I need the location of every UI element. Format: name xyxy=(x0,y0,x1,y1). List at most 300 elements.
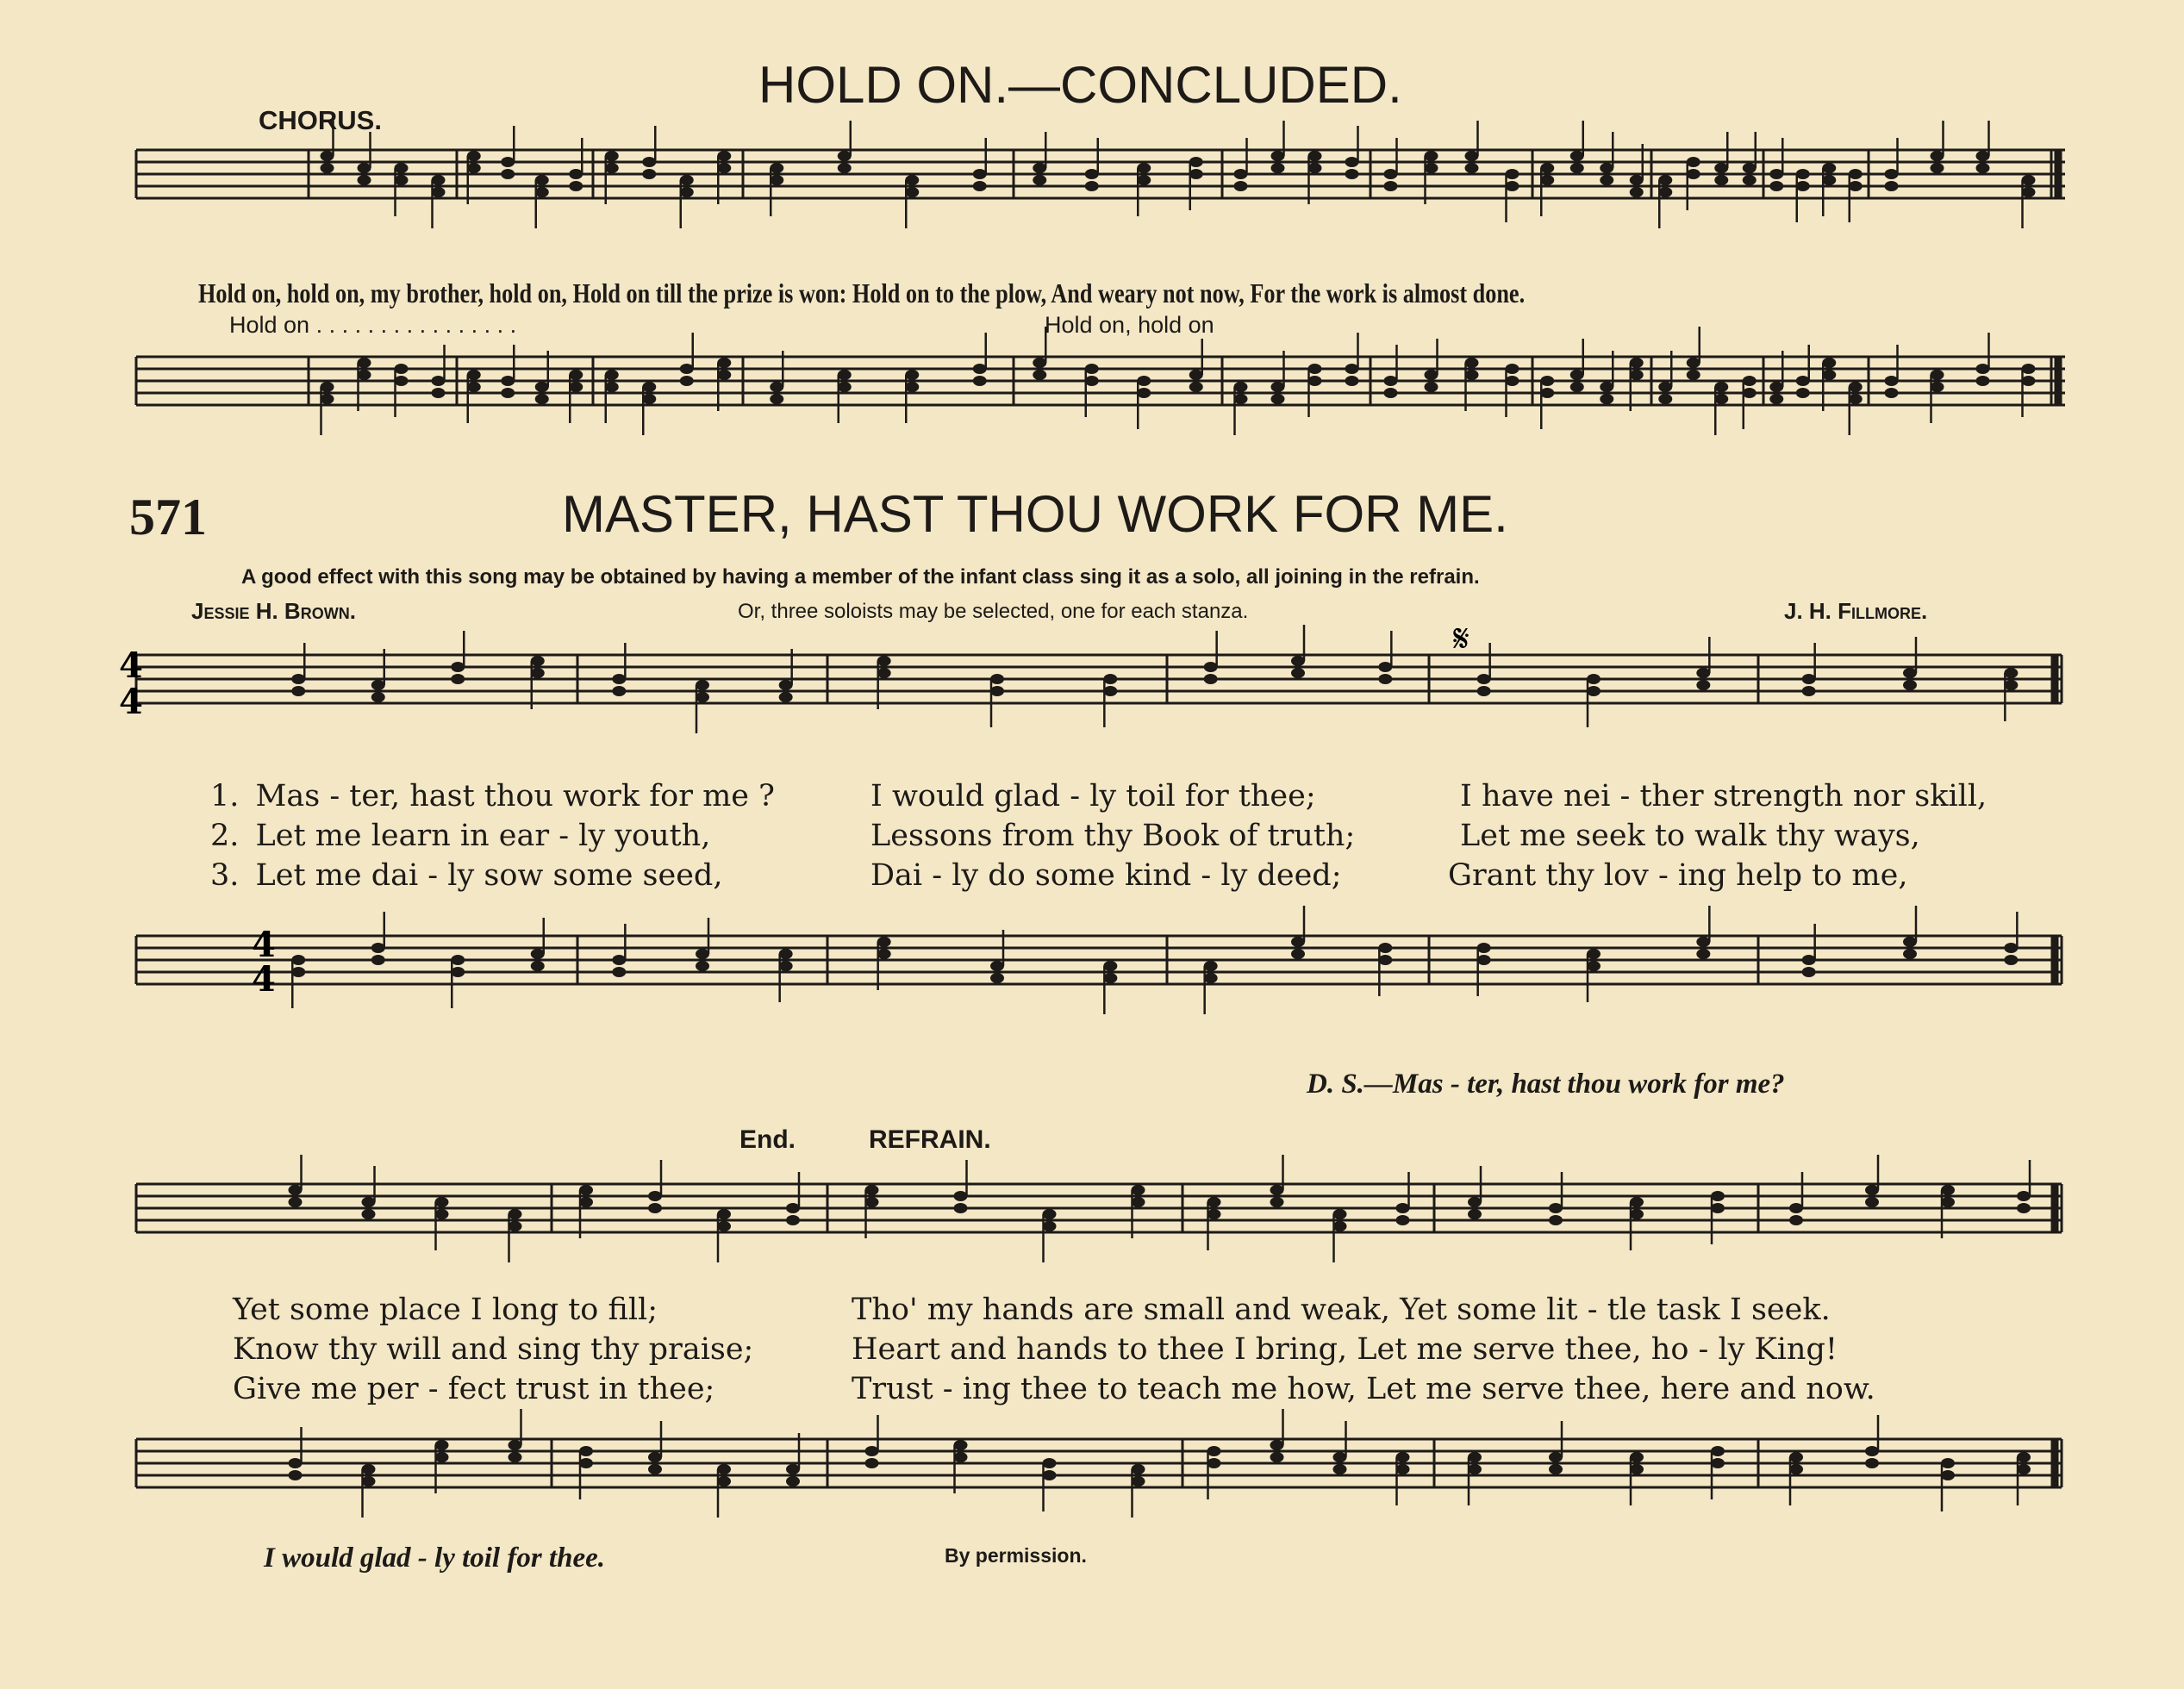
note-head xyxy=(432,376,446,386)
note-head xyxy=(2004,943,2018,953)
time-signature-top-bass: 4 xyxy=(252,925,276,965)
note-head xyxy=(1769,394,1783,404)
note-head xyxy=(535,187,549,197)
note-head xyxy=(973,364,987,374)
note-head xyxy=(990,686,1004,696)
note-head xyxy=(2017,1203,2031,1213)
note-head xyxy=(1468,1209,1482,1219)
note-head xyxy=(1291,949,1305,959)
note-head xyxy=(1308,163,1322,173)
note-head xyxy=(612,955,626,965)
note-head xyxy=(1796,181,1810,191)
note-head xyxy=(865,1446,879,1456)
note-head xyxy=(1711,1191,1725,1201)
note-head xyxy=(1630,1197,1644,1207)
note-head xyxy=(432,175,446,185)
refrain-label: REFRAIN. xyxy=(869,1125,991,1154)
ds-instruction: D. S.—Mas - ter, hast thou work for me? xyxy=(1307,1069,1785,1100)
note-head xyxy=(1189,169,1203,179)
verse-number-2: 2. xyxy=(210,819,240,853)
note-head xyxy=(1333,1221,1347,1231)
note-head xyxy=(2022,175,2036,185)
note-head xyxy=(1976,364,1990,374)
note-head xyxy=(1587,949,1601,959)
note-head xyxy=(1378,955,1392,965)
note-head xyxy=(1308,376,1322,386)
note-head xyxy=(1137,388,1151,398)
note-head xyxy=(321,151,334,161)
note-head xyxy=(954,1191,968,1201)
note-head xyxy=(467,370,481,380)
verse-2-line xyxy=(210,819,710,853)
verse-3-part-a: Let me dai - ly sow some seed, xyxy=(255,858,723,893)
note-head xyxy=(1033,163,1046,173)
note-head xyxy=(1630,358,1644,368)
note-head xyxy=(1384,169,1398,179)
note-head xyxy=(1204,674,1218,684)
note-head xyxy=(291,967,305,977)
note-head xyxy=(1204,973,1218,983)
note-head xyxy=(501,388,515,398)
note-head xyxy=(362,1197,376,1207)
note-head xyxy=(1189,370,1203,380)
note-head xyxy=(1931,151,1944,161)
note-head xyxy=(1384,376,1398,386)
note-head xyxy=(1204,662,1218,672)
note-head xyxy=(509,1209,522,1219)
note-head xyxy=(1291,668,1305,678)
note-head xyxy=(865,1197,879,1207)
note-head xyxy=(1270,1197,1284,1207)
note-head xyxy=(321,163,334,173)
refrain-verse-3-part-a: Give me per - fect trust in thee; xyxy=(233,1372,715,1406)
verse-1-part-c: I have nei - ther strength nor skill, xyxy=(1460,779,1987,813)
note-head xyxy=(531,961,545,971)
verse-2-part-a: Let me learn in ear - ly youth, xyxy=(255,819,711,853)
note-head xyxy=(1270,1185,1284,1195)
note-head xyxy=(289,1197,303,1207)
note-head xyxy=(289,1470,303,1480)
note-head xyxy=(1714,163,1728,173)
note-head xyxy=(1234,169,1248,179)
note-head xyxy=(1743,388,1757,398)
note-head xyxy=(321,382,334,392)
note-head xyxy=(467,382,481,392)
note-head xyxy=(1976,163,1990,173)
note-head xyxy=(535,382,549,392)
note-head xyxy=(1396,1464,1410,1474)
note-head xyxy=(838,163,852,173)
note-head xyxy=(1333,1209,1347,1219)
note-head xyxy=(1941,1458,1955,1468)
note-head xyxy=(779,692,793,702)
note-head xyxy=(779,949,793,959)
note-head xyxy=(605,382,619,392)
note-head xyxy=(1396,1203,1410,1213)
note-head xyxy=(717,358,731,368)
note-head xyxy=(1378,674,1392,684)
note-head xyxy=(1789,1452,1803,1462)
note-head xyxy=(395,376,409,386)
note-head xyxy=(451,955,465,965)
note-head xyxy=(1308,151,1322,161)
note-head xyxy=(1477,686,1491,696)
note-head xyxy=(1687,157,1700,167)
note-head xyxy=(435,1209,449,1219)
note-head xyxy=(1549,1464,1563,1474)
note-head xyxy=(2017,1452,2031,1462)
note-head xyxy=(358,163,371,173)
note-head xyxy=(1103,686,1117,696)
soloists-note: Or, three soloists may be selected, one for each stanza. xyxy=(738,600,1249,623)
note-head xyxy=(1931,163,1944,173)
note-head xyxy=(1885,388,1899,398)
note-head xyxy=(1630,1452,1644,1462)
note-head xyxy=(1696,668,1710,678)
note-head xyxy=(1540,163,1554,173)
note-head xyxy=(954,1452,968,1462)
note-head xyxy=(321,394,334,404)
note-head xyxy=(1696,949,1710,959)
note-head xyxy=(1271,151,1285,161)
note-head xyxy=(1769,169,1783,179)
note-head xyxy=(838,382,852,392)
note-head xyxy=(1506,169,1519,179)
note-head xyxy=(579,1185,593,1195)
note-head xyxy=(717,1209,731,1219)
verse-3-line xyxy=(210,858,722,893)
note-head xyxy=(973,181,987,191)
note-head xyxy=(1822,370,1836,380)
note-head xyxy=(1103,973,1117,983)
note-head xyxy=(680,187,694,197)
note-head xyxy=(1976,151,1990,161)
note-head xyxy=(579,1197,593,1207)
note-head xyxy=(1033,358,1046,368)
note-head xyxy=(1270,1452,1284,1462)
note-head xyxy=(605,151,619,161)
bass-cue-2: Hold on, hold on xyxy=(1045,312,1214,338)
note-head xyxy=(509,1221,522,1231)
system-2-treble-staff xyxy=(136,1155,2062,1262)
note-head xyxy=(358,175,371,185)
system-1-treble-staff xyxy=(136,625,2062,733)
note-head xyxy=(1085,364,1099,374)
note-head xyxy=(605,370,619,380)
note-head xyxy=(1714,382,1728,392)
note-head xyxy=(1931,382,1944,392)
note-head xyxy=(1506,181,1519,191)
note-head xyxy=(435,1197,449,1207)
note-head xyxy=(1976,376,1990,386)
note-head xyxy=(1885,376,1899,386)
note-head xyxy=(770,394,783,404)
note-head xyxy=(1333,1464,1347,1474)
permission-note: By permission. xyxy=(945,1544,1087,1567)
note-head xyxy=(1333,1452,1347,1462)
note-head xyxy=(1234,382,1248,392)
note-head xyxy=(1687,370,1700,380)
note-head xyxy=(642,169,656,179)
note-head xyxy=(1271,394,1285,404)
note-head xyxy=(779,680,793,690)
note-head xyxy=(1931,370,1944,380)
note-head xyxy=(612,674,626,684)
note-head xyxy=(905,370,919,380)
note-head xyxy=(371,955,385,965)
note-head xyxy=(717,151,731,161)
note-head xyxy=(1802,967,1816,977)
note-head xyxy=(569,370,583,380)
note-head xyxy=(1425,163,1438,173)
note-head xyxy=(1085,169,1099,179)
note-head xyxy=(865,1185,879,1195)
note-head xyxy=(1796,376,1810,386)
note-head xyxy=(770,163,783,173)
note-head xyxy=(648,1191,662,1201)
verse-3-part-b: Dai - ly do some kind - ly deed; xyxy=(870,858,1342,893)
note-head xyxy=(1468,1197,1482,1207)
note-head xyxy=(1711,1446,1725,1456)
note-head xyxy=(1865,1458,1879,1468)
note-head xyxy=(1630,187,1644,197)
note-head xyxy=(1043,1209,1057,1219)
note-head xyxy=(1396,1215,1410,1225)
note-head xyxy=(1903,680,1917,690)
note-head xyxy=(1630,370,1644,380)
verse-3-part-c: Grant thy lov - ing help to me, xyxy=(1448,858,1908,893)
note-head xyxy=(1865,1185,1879,1195)
refrain-verse-1-part-b: Tho' my hands are small and weak, Yet some lit - tle task I seek. xyxy=(852,1293,1831,1327)
note-head xyxy=(501,376,515,386)
note-head xyxy=(289,1458,303,1468)
hold-on-lyrics: Hold on, hold on, my brother, hold on, Hold on till the prize is won: Hold on to the plow, And weary not now, For the work is almost done. xyxy=(198,277,1526,309)
note-head xyxy=(1570,163,1584,173)
note-head xyxy=(696,949,709,959)
verse-2-part-b: Lessons from thy Book of truth; xyxy=(870,819,1356,853)
note-head xyxy=(1043,1458,1057,1468)
verse-2-part-c: Let me seek to walk thy ways, xyxy=(1460,819,1920,853)
note-head xyxy=(648,1203,662,1213)
note-head xyxy=(1658,394,1672,404)
note-head xyxy=(1630,1464,1644,1474)
note-head xyxy=(371,680,385,690)
note-head xyxy=(501,157,515,167)
note-head xyxy=(1802,686,1816,696)
note-head xyxy=(1207,1446,1221,1456)
note-head xyxy=(642,382,656,392)
note-head xyxy=(786,1215,800,1225)
time-signature-top-treble: 4 xyxy=(119,645,143,686)
hold-on-bass-staff xyxy=(136,327,2065,435)
note-head xyxy=(1085,181,1099,191)
note-head xyxy=(877,668,891,678)
note-head xyxy=(509,1440,522,1450)
note-head xyxy=(1234,394,1248,404)
note-head xyxy=(1941,1197,1955,1207)
note-head xyxy=(531,668,545,678)
note-head xyxy=(1743,376,1757,386)
note-head xyxy=(1769,181,1783,191)
note-head xyxy=(990,961,1004,971)
note-head xyxy=(1711,1203,1725,1213)
note-head xyxy=(1802,955,1816,965)
note-head xyxy=(1570,382,1584,392)
note-head xyxy=(1743,175,1757,185)
note-head xyxy=(451,662,465,672)
note-head xyxy=(569,169,583,179)
note-head xyxy=(1378,943,1392,953)
note-head xyxy=(865,1458,879,1468)
note-head xyxy=(1425,382,1438,392)
note-head xyxy=(1714,394,1728,404)
note-head xyxy=(362,1476,376,1486)
performance-note: A good effect with this song may be obtained by having a member of the infant class sing it as a solo, all joining in the refrain. xyxy=(241,565,1480,589)
note-head xyxy=(2004,668,2018,678)
verse-number-3: 3. xyxy=(210,858,240,893)
note-head xyxy=(1384,388,1398,398)
segno-sign: 𝄋 xyxy=(1453,620,1470,661)
note-head xyxy=(973,376,987,386)
note-head xyxy=(1769,382,1783,392)
note-head xyxy=(1743,163,1757,173)
note-head xyxy=(786,1476,800,1486)
note-head xyxy=(1465,151,1479,161)
note-head xyxy=(1271,163,1285,173)
note-head xyxy=(696,692,709,702)
note-head xyxy=(1941,1470,1955,1480)
note-head xyxy=(435,1452,449,1462)
note-head xyxy=(1849,181,1863,191)
verse-number-1: 1. xyxy=(210,779,240,813)
note-head xyxy=(362,1464,376,1474)
end-label: End. xyxy=(739,1125,796,1154)
note-head xyxy=(1687,358,1700,368)
note-head xyxy=(579,1446,593,1456)
note-head xyxy=(1271,382,1285,392)
note-head xyxy=(358,358,371,368)
note-head xyxy=(1796,169,1810,179)
note-head xyxy=(612,967,626,977)
note-head xyxy=(717,163,731,173)
note-head xyxy=(1789,1215,1803,1225)
note-head xyxy=(291,955,305,965)
note-head xyxy=(1789,1464,1803,1474)
note-head xyxy=(648,1452,662,1462)
note-head xyxy=(642,157,656,167)
note-head xyxy=(605,163,619,173)
note-head xyxy=(289,1185,303,1195)
ds-tail-lyric: I would glad - ly toil for thee. xyxy=(264,1543,605,1574)
note-head xyxy=(1137,376,1151,386)
note-head xyxy=(1696,680,1710,690)
note-head xyxy=(535,175,549,185)
note-head xyxy=(1600,163,1613,173)
note-head xyxy=(990,674,1004,684)
note-head xyxy=(1658,175,1672,185)
note-head xyxy=(1291,937,1305,947)
note-head xyxy=(1658,382,1672,392)
note-head xyxy=(1600,175,1613,185)
note-head xyxy=(905,382,919,392)
note-head xyxy=(358,370,371,380)
note-head xyxy=(509,1452,522,1462)
note-head xyxy=(1600,382,1613,392)
note-head xyxy=(1549,1203,1563,1213)
refrain-verse-2-part-b: Heart and hands to thee I bring, Let me serve thee, ho - ly King! xyxy=(852,1332,1838,1367)
note-head xyxy=(2017,1191,2031,1201)
note-head xyxy=(717,370,731,380)
note-head xyxy=(2004,680,2018,690)
note-head xyxy=(435,1440,449,1450)
note-head xyxy=(1384,181,1398,191)
note-head xyxy=(1378,662,1392,672)
note-head xyxy=(1189,382,1203,392)
note-head xyxy=(451,967,465,977)
note-head xyxy=(1687,169,1700,179)
note-head xyxy=(696,961,709,971)
note-head xyxy=(371,692,385,702)
hymn-number: 571 xyxy=(129,489,207,545)
note-head xyxy=(2004,955,2018,965)
note-head xyxy=(432,187,446,197)
refrain-verse-1-part-a: Yet some place I long to fill; xyxy=(233,1293,658,1327)
note-head xyxy=(954,1440,968,1450)
note-head xyxy=(1903,949,1917,959)
note-head xyxy=(1033,175,1046,185)
note-head xyxy=(579,1458,593,1468)
note-head xyxy=(1132,1197,1145,1207)
note-head xyxy=(905,187,919,197)
note-head xyxy=(1103,961,1117,971)
hymn-title: MASTER, HAST THOU WORK FOR ME. xyxy=(562,485,1508,543)
note-head xyxy=(642,394,656,404)
note-head xyxy=(877,937,891,947)
note-head xyxy=(1822,175,1836,185)
note-head xyxy=(1085,376,1099,386)
note-head xyxy=(1468,1464,1482,1474)
note-head xyxy=(1468,1452,1482,1462)
refrain-verse-3-part-b: Trust - ing thee to teach me how, Let me serve thee, here and now. xyxy=(852,1372,1875,1406)
note-head xyxy=(1207,1209,1221,1219)
note-head xyxy=(1885,169,1899,179)
note-head xyxy=(1033,370,1046,380)
note-head xyxy=(838,151,852,161)
note-head xyxy=(1345,376,1359,386)
note-head xyxy=(1425,151,1438,161)
note-head xyxy=(1865,1446,1879,1456)
note-head xyxy=(531,949,545,959)
note-head xyxy=(1132,1476,1145,1486)
note-head xyxy=(1587,674,1601,684)
note-head xyxy=(1291,656,1305,666)
note-head xyxy=(905,175,919,185)
note-head xyxy=(1600,394,1613,404)
note-head xyxy=(648,1464,662,1474)
note-head xyxy=(1570,370,1584,380)
note-head xyxy=(535,394,549,404)
hymn-composer: J. H. Fillmore. xyxy=(1784,598,1928,624)
note-head xyxy=(1903,668,1917,678)
system-2-bass-staff xyxy=(136,1409,2062,1518)
note-head xyxy=(990,973,1004,983)
note-head xyxy=(770,382,783,392)
note-head xyxy=(1465,370,1479,380)
note-head xyxy=(786,1464,800,1474)
note-head xyxy=(1903,937,1917,947)
note-head xyxy=(1477,943,1491,953)
note-head xyxy=(1308,364,1322,374)
